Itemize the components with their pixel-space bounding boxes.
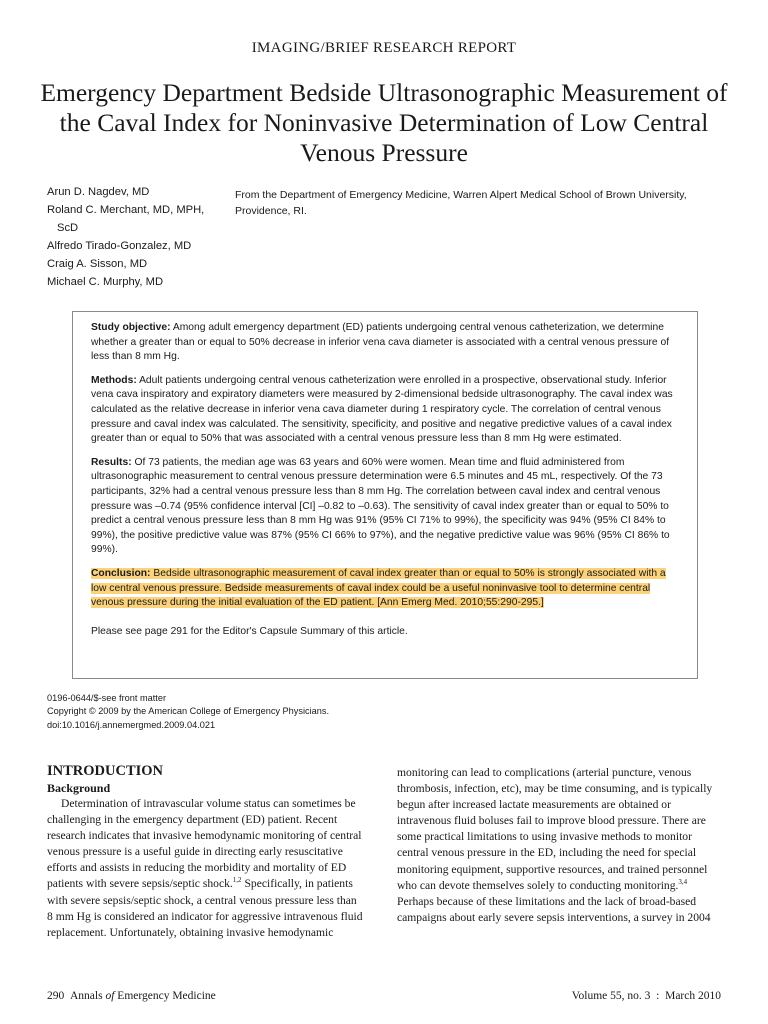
author-item: ScD [57, 222, 79, 234]
author-item: Craig A. Sisson, MD [47, 258, 148, 270]
abstract-results [91, 456, 679, 558]
copyright-line: Copyright © 2009 by the American College of Emergency Physicians. [47, 706, 330, 717]
abstract-methods [91, 374, 679, 447]
conclusion-highlight [91, 568, 666, 608]
body-paragraph [47, 796, 365, 941]
journal-name-b: Emergency Medicine [117, 990, 216, 1002]
paragraph-text: Perhaps because of these limitations and the lack of broad-based campaigns about early severe sepsis interventions, a survey in 2004 [397, 894, 711, 924]
journal-name-of: of [105, 990, 115, 1002]
methods-label: Methods: [91, 374, 137, 386]
paragraph-text: Determination of intravascular volume status can sometimes be challenging in the emergency department (ED) patient. Recent research indicates that invasive hemodynamic monitoring of central venous pressure is a useful guide in directing early resuscitative efforts and assists in reducing the morbidity and mortality of ED patients with severe sepsis/septic shock. [47, 797, 362, 891]
reference-link[interactable]: 3,4 [678, 877, 688, 886]
doi-link[interactable]: doi:10.1016/j.annemergmed.2009.04.021 [47, 719, 216, 730]
abstract-objective [91, 321, 679, 365]
methods-text: Adult patients undergoing central venous catheterization were enrolled in a prospective, observational study. Inferior vena cava inspiratory and expiratory diameters were measured by 2-dimensional bedside ultrasonography. The caval index was calculated as the relative decrease in inferior vena cava diameter during 1 respiratory cycle. The correlation of central venous pressure and caval index was calculated. The sensitivity, specificity, and positive and negative predictive values of a caval index greater than or equal to 50% that was associated with a central venous pressure less than 8 mm Hg were estimated. [91, 374, 673, 445]
author-item: Roland C. Merchant, MD, MPH, [47, 204, 205, 216]
reference-link[interactable]: 1,2 [232, 876, 242, 885]
paragraph-text: Specifically, in patients with severe sepsis/septic shock, a central venous pressure less than 8 mm Hg is considered an indicator for aggressive intravenous fluid replacement. Unfortunately, obtaining invasive hemodynamic [47, 877, 363, 939]
results-text: Of 73 patients, the median age was 63 years and 60% were women. Mean time and fluid administered from ultrasonographic measurement to central venous pressure determination were 6.5 minutes and 45 mL, respectively. Of the 73 participants, 32% had a central venous pressure less than 8 mm Hg. The correlation between caval index and central venous pressure was –0.74 (95% confidence interval [CI] –0.82 to –0.63). The sensitivity of caval index greater than or equal to 50% to predict a central venous pressure less than 8 mm Hg was 91% (95% CI 71% to 99%), the specificity was 94% (95% CI 84% to 99%), the positive predictive value was 87% (95% CI 66% to 97%), and the negative predictive value was 96% (95% CI 86% to 99%). [91, 456, 670, 556]
abstract-conclusion [91, 567, 679, 611]
abstract-box [72, 311, 698, 679]
footer-journal [47, 990, 216, 1002]
body-paragraph [397, 765, 719, 926]
paragraph-text: monitoring can lead to complications (arterial puncture, venous thrombosis, infection, etc), may be time consuming, and is typically begun after increased lactate measurements are obtained or intravenous fluid boluses fail to improve blood pressure. There are some practical limitations to using invasive methods to monitor central venous pressure in the ED, including the need for special monitoring equipment, supportive resources, and trained personnel who can devote themselves solely to conducting monitoring. [397, 766, 713, 892]
left-column [47, 763, 365, 941]
section-label: IMAGING/BRIEF RESEARCH REPORT [251, 40, 517, 56]
issn-line: 0196-0644/$-see front matter [47, 693, 166, 703]
objective-text: Among adult emergency department (ED) patients undergoing central venous catheterization, we determine whether a greater than or equal to 50% decrease in inferior vena cava diameter is associated with a central venous pressure of less than 8 mm Hg. [91, 322, 670, 363]
footer-volume: Volume 55, no. 3 : March 2010 [571, 990, 721, 1002]
page-number: 290 [47, 990, 65, 1002]
front-matter [47, 692, 447, 732]
objective-label: Study objective: [91, 322, 171, 333]
background-heading: Background [47, 781, 111, 795]
journal-name-a: Annals [70, 990, 103, 1002]
author-list [47, 183, 227, 291]
author-item: Michael C. Murphy, MD [47, 276, 164, 288]
results-label: Results: [91, 456, 132, 468]
conclusion-label: Conclusion: [91, 567, 151, 579]
right-column [397, 765, 719, 926]
conclusion-text: Bedside ultrasonographic measurement of caval index greater than or equal to 50% is strongly associated with a low central venous pressure. Bedside measurements of caval index could be a useful noninvasive tool to determine central venous pressure during the initial evaluation of the ED patient. [Ann Emerg Med. 2010;55:290-295.] [91, 567, 666, 609]
author-item: Arun D. Nagdev, MD [47, 186, 150, 198]
introduction-heading: INTRODUCTION [47, 763, 164, 779]
affiliation: From the Department of Emergency Medicine, Warren Alpert Medical School of Brown University, Providence, RI. [235, 189, 687, 217]
editor-note: Please see page 291 for the Editor's Capsule Summary of this article. [91, 625, 408, 637]
article-title: Emergency Department Bedside Ultrasonographic Measurement of the Caval Index for Noninvasive Determination of Low Central Venous Pressure [40, 78, 728, 167]
author-item: Alfredo Tirado-Gonzalez, MD [47, 240, 192, 252]
